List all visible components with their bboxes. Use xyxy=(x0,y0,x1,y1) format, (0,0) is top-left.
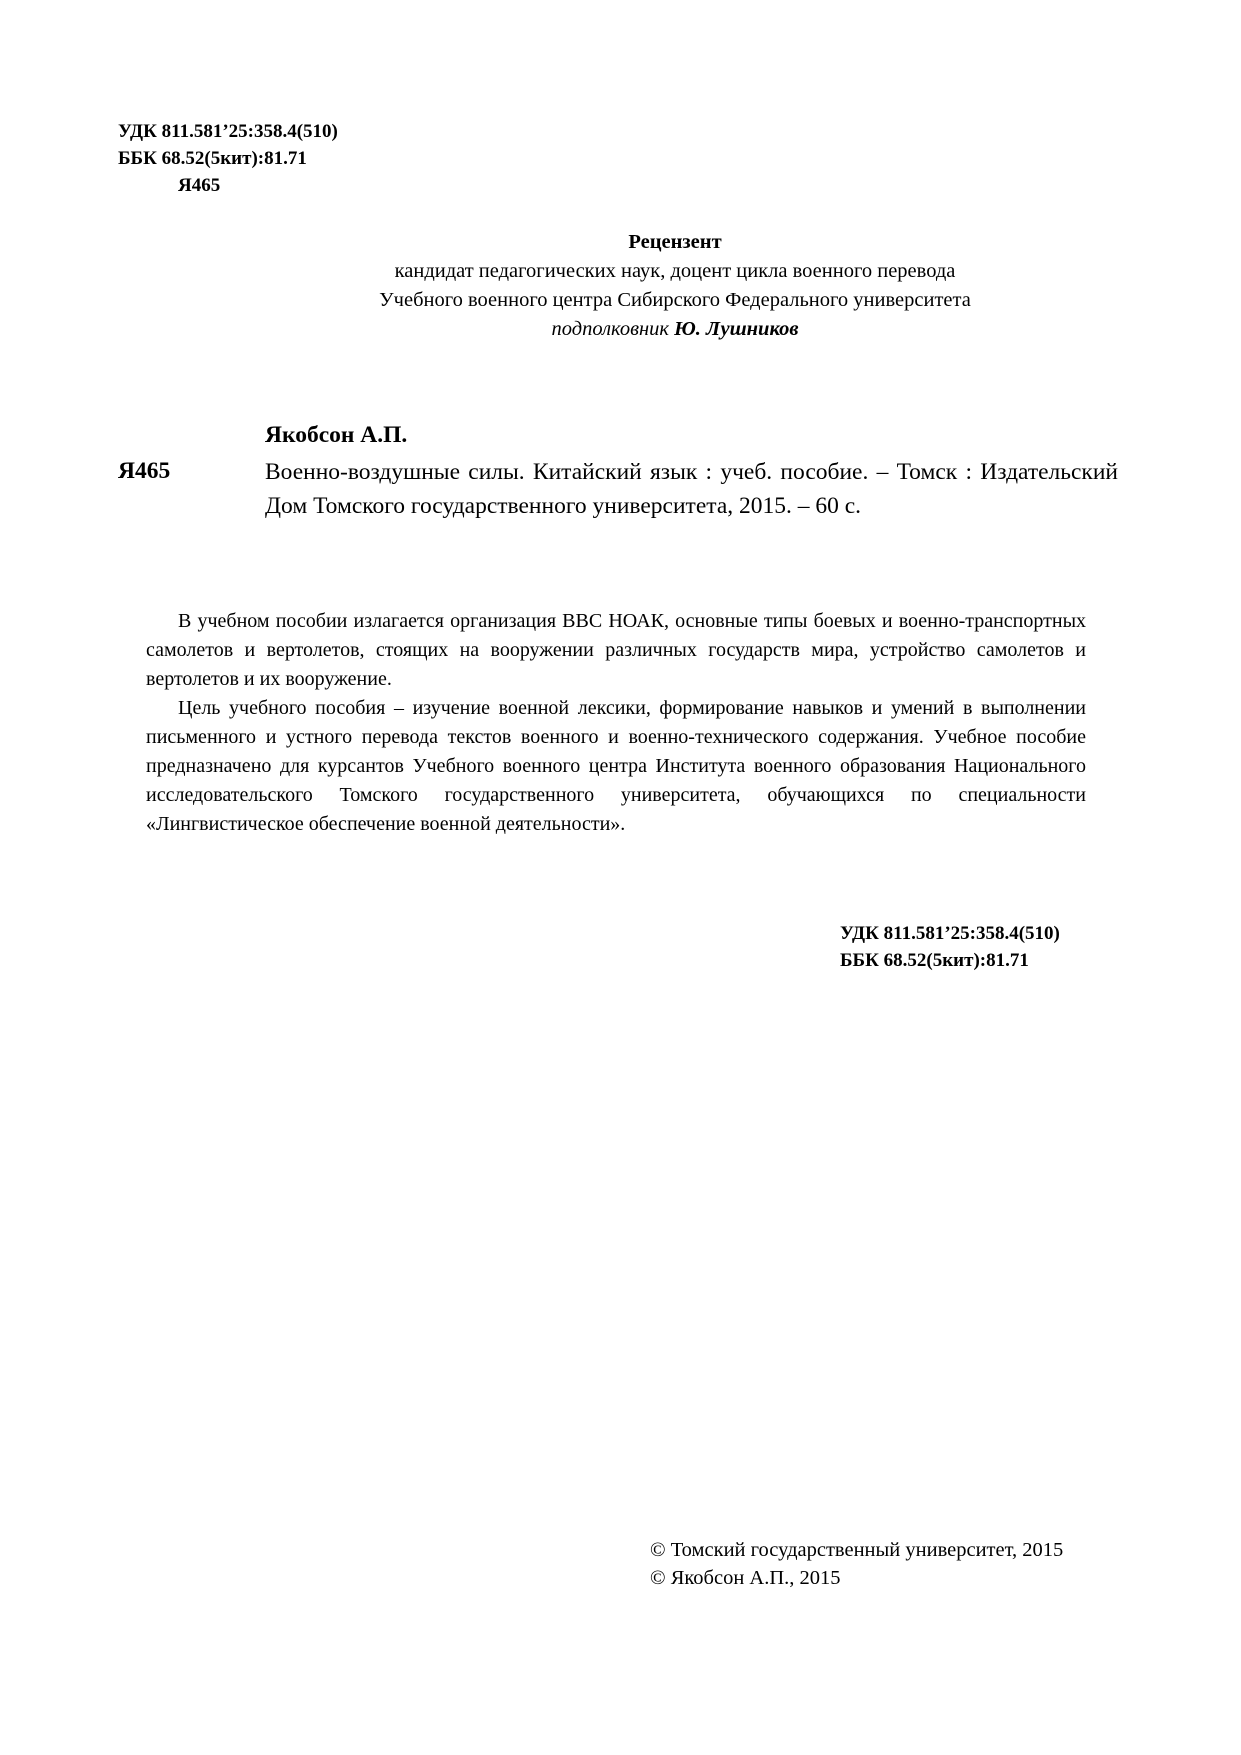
annotation-paragraph: Цель учебного пособия – изучение военной лексики, формирование навыков и умений в выполнении письменного и устного перевода текстов военного и военно-технического содержания. Учебное пособие предназначено для курсантов Учебного военного центра Института военного образования Национального исследовательского Томского государственного университета, обучающихся по специальности «Лингвистическое обеспечение военной деятельности». xyxy=(146,697,1086,835)
reviewer-signature xyxy=(200,315,1150,344)
bbk-code: ББК 68.52(5кит):81.71 xyxy=(840,950,1029,971)
udk-code: УДК 811.581’25:358.4(510) xyxy=(840,923,1060,944)
record-author-mark: Я465 xyxy=(118,458,171,484)
record-author: Якобсон А.П. xyxy=(265,422,408,448)
reviewer-block xyxy=(200,228,1150,344)
reviewer-name: Ю. Лушников xyxy=(674,318,799,340)
bbk-code: ББК 68.52(5кит):81.71 xyxy=(118,148,307,169)
catalog-codes-bottom xyxy=(840,920,1060,974)
reviewer-affiliation: Учебного военного центра Сибирского Федерального университета xyxy=(379,289,971,311)
copyright-author: © Якобсон А.П., 2015 xyxy=(650,1567,841,1589)
bibliographic-description: Военно-воздушные силы. Китайский язык : учеб. пособие. – Томск : Издательский Дом Томского государственного университета, 2015. – 60 с. xyxy=(265,459,1118,519)
reviewer-degree: кандидат педагогических наук, доцент цикла военного перевода xyxy=(394,260,956,282)
catalog-codes-top xyxy=(118,118,338,199)
annotation xyxy=(146,607,1086,839)
author-mark: Я465 xyxy=(178,175,221,196)
reviewer-heading: Рецензент xyxy=(628,231,722,253)
copyright-university: © Томский государственный университет, 2015 xyxy=(650,1539,1064,1561)
copyright-block xyxy=(650,1536,1063,1592)
reviewer-rank: подполковник xyxy=(551,318,670,340)
annotation-paragraph: В учебном пособии излагается организация ВВС НОАК, основные типы боевых и военно-транспортных самолетов и вертолетов, стоящих на вооружении различных государств мира, устройство самолетов и вертолетов и их вооружение. xyxy=(146,610,1086,690)
udk-code: УДК 811.581’25:358.4(510) xyxy=(118,121,338,142)
